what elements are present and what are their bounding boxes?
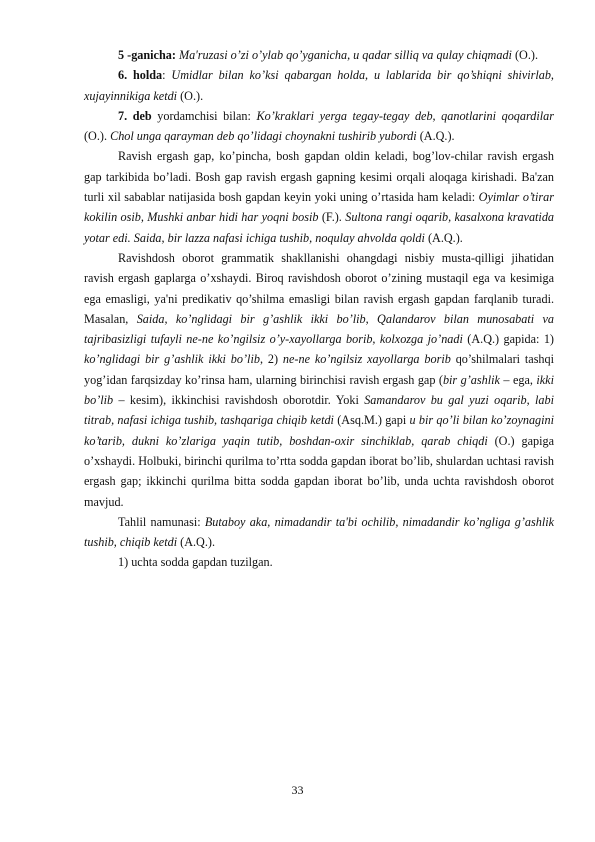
- example-text: Ma'ruzasi o’zi o’ylab qo’yganicha, u qadar silliq va qulay chiqmadi: [178, 48, 512, 62]
- document-body: [84, 45, 554, 573]
- paragraph-analysis-step-1: [84, 552, 554, 572]
- example-text: u bir qo’li bilan ko’zoynagini ko’tarib, dukni ko’zlariga yaqin tutib, boshdan-oxir sinchiklab, qarab chiqdi: [84, 413, 555, 448]
- body-text: Ravishdosh oborot grammatik shakllanishi ohangdagi nisbiy musta-qilligi jihatidan ravish ergash gaplarga o’xshaydi. Biroq ravishdosh oborot o’zining mustaqil ega va kesimiga ega emasligi, ya'ni predikativ qo’shilma emasligi bilan ravish ergash gapdan farqlanib turadi. Masalan,: [84, 250, 554, 326]
- body-text: 1) uchta sodda gapdan tuzilgan.: [118, 555, 273, 570]
- example-text: ko’nglidagi bir g’ashlik ikki bo’lib: [84, 352, 260, 367]
- body-text: qo’shilmalari tashqi yog’idan farqsizday ko’rinsa ham, ularning birinchisi ravish ergash gap (: [84, 352, 555, 387]
- term-label: 7. deb: [118, 108, 152, 123]
- body-text: Ravish ergash gap, ko’pincha, bosh gapdan oldin keladi, bog’lov-chilar ravish ergash gap tarkibida bo’ladi. Bosh gap ravish ergash gapning kesimi orqali aloqaga kirishadi. Ba'zan turli xil sabablar natijasida bosh gapdan keyin yoki uning o’rtasida ham keladi:: [84, 149, 554, 205]
- paragraph-analysis-sample: [84, 512, 554, 553]
- example-text: Umidlar bilan ko’ksi qabargan holda, u lablarida bir qo’shiqni shivirlab, xujayinnikiga ketdi: [84, 68, 554, 103]
- paragraph-deb: [84, 106, 554, 147]
- body-text: – kesim), ikkinchisi ravishdosh oborotdir. Yoki: [113, 393, 365, 408]
- paragraph-holda: [84, 65, 554, 106]
- paragraph-word-order: [84, 146, 554, 247]
- source-ref: (A.Q.).: [416, 129, 455, 144]
- source-ref: (A.Q.).: [424, 230, 463, 245]
- term-label: 5 -ganicha:: [118, 48, 176, 62]
- term-label: 6. holda: [118, 68, 163, 83]
- body-text: (F.).: [318, 210, 346, 225]
- paragraph-ganicha: [84, 45, 554, 65]
- source-ref: (O.).: [511, 48, 538, 62]
- body-text: , 2): [259, 352, 283, 367]
- source-ref: (A.Q.).: [177, 535, 216, 550]
- example-text: Butaboy aka, nimadandir ta'bi ochilib, nimadandir ko’ngliga g’ashlik tushib, chiqib ketdi: [84, 514, 554, 550]
- body-text: (Asq.M.) gapi: [333, 413, 410, 428]
- body-text: (O.).: [84, 129, 111, 144]
- body-text: yordamchisi bilan:: [151, 108, 257, 123]
- example-text: Ko’kraklari yerga tegay-tegay deb, qanotlarini qoqardilar: [256, 108, 554, 123]
- paragraph-ravishdosh-oborot: [84, 248, 554, 512]
- example-text: Saida, ko’nglidagi bir g’ashlik ikki bo’lib, Qalandarov bilan munosabati va tajribasizligi tufayli ne-ne ko’ngilsiz o’y-xayollarga borib, kolxozga jo’nadi: [84, 311, 554, 347]
- colon: :: [162, 68, 166, 83]
- example-text: bir g’ashlik: [442, 372, 500, 387]
- body-text: (A.Q.) gapida: 1): [462, 332, 554, 347]
- source-ref: (O.).: [177, 88, 204, 103]
- example-text: ikki bo’lib: [84, 372, 554, 408]
- body-text: (O.) gapiga o’xshaydi. Holbuki, birinchi qurilma to’rtta sodda gapdan iborat bo’lib, shulardan uchtasi ravish ergash gap; ikkinchi qurilma bitta sodda gapdan iborat bo’lib, unda uchta ravishdosh oborot mavjud.: [84, 433, 554, 509]
- example-text: Samandarov bu gal yuzi oqarib, labi titrab, nafasi ichiga tushib, tashqariga chiqib ketdi: [84, 393, 555, 428]
- body-text: Tahlil namunasi:: [118, 514, 205, 529]
- example-text: Oyimlar o’tirar kokilin osib, Mushki anbar hidi har yoqni bosib: [84, 190, 554, 225]
- example-text: ne-ne ko’ngilsiz xayollarga borib: [282, 352, 451, 367]
- example-text: Sultona rangi oqarib, kasalxona kravatida yotar edi. Saida, bir lazza nafasi ichiga tushib, noqulay ahvolda qoldi: [84, 210, 555, 245]
- body-text: – ega,: [499, 372, 537, 387]
- example-text: Chol unga qarayman deb qo’lidagi choynakni tushirib yubordi: [110, 129, 417, 144]
- page-number: 33: [291, 783, 304, 797]
